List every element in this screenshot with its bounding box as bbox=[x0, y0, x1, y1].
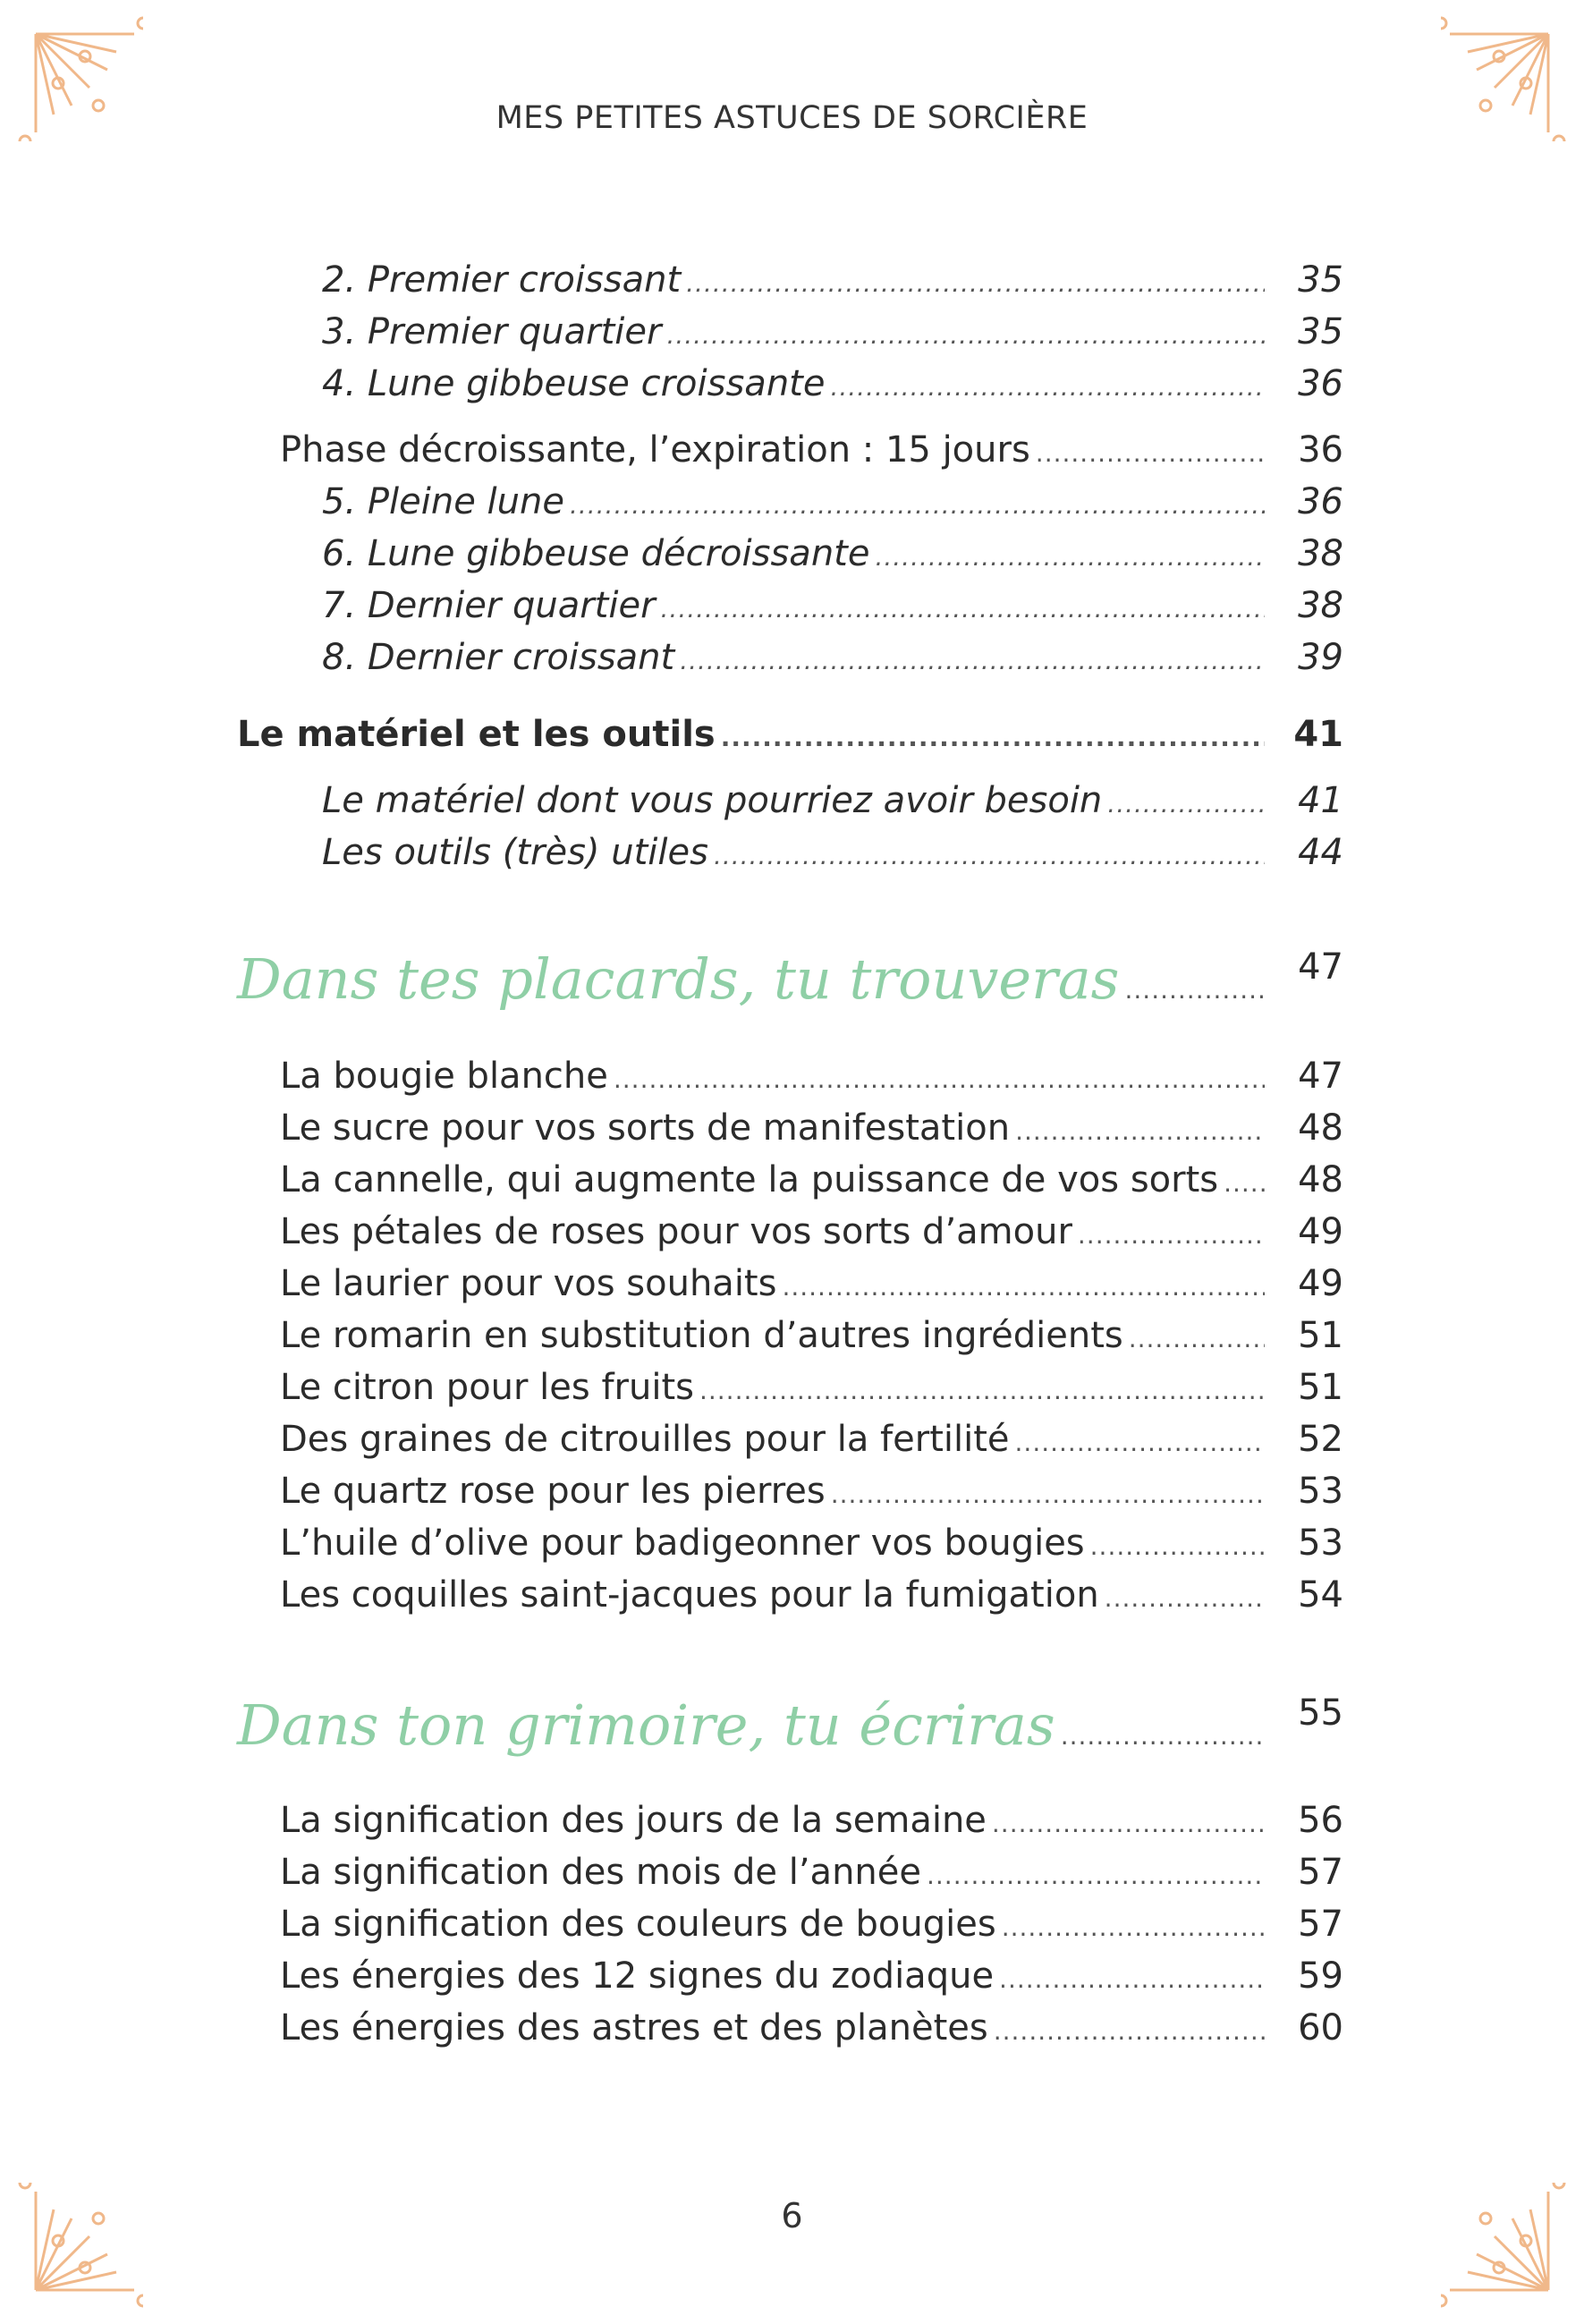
toc-entry[interactable] bbox=[280, 2007, 1343, 2048]
dot-leader bbox=[1105, 1583, 1265, 1613]
toc-entry[interactable] bbox=[280, 1852, 1343, 1893]
toc-entry-label: Les énergies des 12 signes du zodiaque bbox=[280, 1955, 995, 1997]
section-title: Dans tes placards, tu trouveras bbox=[237, 946, 1120, 1012]
toc-entry-page: 57 bbox=[1298, 1852, 1343, 1893]
toc-entry[interactable] bbox=[280, 429, 1343, 471]
dot-leader bbox=[1224, 1168, 1265, 1198]
dot-leader bbox=[927, 1861, 1265, 1890]
toc-chapter[interactable] bbox=[237, 714, 1343, 755]
toc-section-heading[interactable] bbox=[237, 1692, 1343, 1758]
dot-leader bbox=[875, 542, 1265, 572]
toc-entry-page: 47 bbox=[1298, 946, 1343, 988]
toc-entry-page: 35 bbox=[1298, 259, 1343, 301]
toc-entry-page: 52 bbox=[1298, 1419, 1343, 1460]
toc-entry[interactable] bbox=[322, 637, 1343, 678]
toc-entry-page: 59 bbox=[1298, 1955, 1343, 1997]
toc-entry[interactable] bbox=[280, 1419, 1343, 1460]
toc-entry[interactable] bbox=[280, 1367, 1343, 1408]
toc-entry-label: Le citron pour les fruits bbox=[280, 1367, 694, 1408]
toc-entry-page: 48 bbox=[1298, 1159, 1343, 1200]
toc-entry-page: 57 bbox=[1298, 1904, 1343, 1945]
toc-entry[interactable] bbox=[280, 1315, 1343, 1356]
toc-entry-label: Phase décroissante, l’expiration : 15 jours bbox=[280, 429, 1030, 471]
toc-entry-page: 36 bbox=[1298, 363, 1343, 404]
toc-entry-page: 38 bbox=[1298, 585, 1343, 626]
toc-entry-page: 51 bbox=[1298, 1367, 1343, 1408]
toc-entry-page: 47 bbox=[1298, 1056, 1343, 1097]
toc-entry-page: 49 bbox=[1298, 1211, 1343, 1252]
toc-entry-label: 6. Lune gibbeuse décroissante bbox=[322, 533, 870, 574]
dot-leader bbox=[830, 372, 1265, 402]
toc-entry[interactable] bbox=[280, 1211, 1343, 1252]
toc-entry-page: 35 bbox=[1298, 311, 1343, 352]
toc-entry-page: 36 bbox=[1298, 429, 1343, 471]
toc-entry[interactable] bbox=[322, 481, 1343, 522]
dot-leader bbox=[1078, 1220, 1265, 1250]
dot-leader bbox=[1002, 1913, 1265, 1942]
toc-entry-label: Les coquilles saint-jacques pour la fumigation bbox=[280, 1574, 1099, 1616]
toc-section-heading[interactable] bbox=[237, 946, 1343, 1012]
toc-entry[interactable] bbox=[322, 259, 1343, 301]
running-head: MES PETITES ASTUCES DE SORCIÈRE bbox=[496, 100, 1088, 136]
toc-entry[interactable] bbox=[280, 1522, 1343, 1564]
toc-entry-label: 5. Pleine lune bbox=[322, 481, 564, 522]
toc-entry-label: 4. Lune gibbeuse croissante bbox=[322, 363, 826, 404]
dot-leader bbox=[680, 646, 1265, 675]
dot-leader bbox=[782, 1272, 1265, 1302]
toc-entry[interactable] bbox=[322, 780, 1343, 821]
toc-entry[interactable] bbox=[280, 1574, 1343, 1616]
dot-leader bbox=[1129, 1324, 1265, 1353]
toc-entry-label: Le quartz rose pour les pierres bbox=[280, 1471, 826, 1512]
toc-entry[interactable] bbox=[280, 1471, 1343, 1512]
dot-leader bbox=[614, 1064, 1265, 1094]
toc-entry-label: Les outils (très) utiles bbox=[322, 832, 708, 873]
toc-entry-label: Le laurier pour vos souhaits bbox=[280, 1263, 777, 1304]
toc-entry[interactable] bbox=[280, 1955, 1343, 1997]
dot-leader bbox=[714, 841, 1265, 870]
toc-entry[interactable] bbox=[280, 1800, 1343, 1841]
toc-entry-label: Le romarin en substitution d’autres ingrédients bbox=[280, 1315, 1123, 1356]
toc-entry-label: La signification des mois de l’année bbox=[280, 1852, 921, 1893]
toc-entry-page: 39 bbox=[1298, 637, 1343, 678]
toc-entry-label: Le matériel dont vous pourriez avoir besoin bbox=[322, 780, 1103, 821]
toc-entry[interactable] bbox=[322, 585, 1343, 626]
toc-entry-page: 36 bbox=[1298, 481, 1343, 522]
dot-leader bbox=[570, 490, 1265, 520]
toc-entry[interactable] bbox=[280, 1263, 1343, 1304]
toc-entry-page: 41 bbox=[1298, 780, 1343, 821]
page-number: 6 bbox=[781, 2196, 803, 2235]
dot-leader bbox=[699, 1376, 1265, 1405]
toc-entry-label: L’huile d’olive pour badigeonner vos bougies bbox=[280, 1522, 1085, 1564]
dot-leader bbox=[666, 320, 1265, 350]
toc-entry[interactable] bbox=[322, 311, 1343, 352]
toc-entry[interactable] bbox=[322, 533, 1343, 574]
toc-entry[interactable] bbox=[280, 1904, 1343, 1945]
toc-entry-label: Des graines de citrouilles pour la fertilité bbox=[280, 1419, 1010, 1460]
toc-entry-label: Le sucre pour vos sorts de manifestation bbox=[280, 1107, 1011, 1149]
toc-entry-page: 53 bbox=[1298, 1522, 1343, 1564]
toc-entry-page: 56 bbox=[1298, 1800, 1343, 1841]
dot-leader bbox=[831, 1480, 1265, 1509]
toc-entry[interactable] bbox=[280, 1107, 1343, 1149]
dot-leader bbox=[994, 2016, 1265, 2046]
dot-leader bbox=[992, 1809, 1265, 1838]
toc-entry-label: La cannelle, qui augmente la puissance de vos sorts bbox=[280, 1159, 1219, 1200]
toc-entry-page: 48 bbox=[1298, 1107, 1343, 1149]
dot-leader bbox=[686, 268, 1265, 298]
toc-entry-page: 38 bbox=[1298, 533, 1343, 574]
toc-entry-label: 8. Dernier croissant bbox=[322, 637, 675, 678]
toc-entry-label: La bougie blanche bbox=[280, 1056, 608, 1097]
toc-entry-page: 41 bbox=[1293, 714, 1343, 755]
dot-leader bbox=[661, 594, 1265, 623]
dot-leader bbox=[721, 723, 1265, 752]
dot-leader bbox=[999, 1964, 1265, 1994]
toc-entry-page: 44 bbox=[1298, 832, 1343, 873]
dot-leader bbox=[1015, 1428, 1265, 1457]
dot-leader bbox=[1015, 1116, 1265, 1146]
dot-leader bbox=[1036, 438, 1265, 468]
toc-entry[interactable] bbox=[280, 1056, 1343, 1097]
section-title: Dans ton grimoire, tu écriras bbox=[237, 1692, 1055, 1758]
toc-entry[interactable] bbox=[280, 1159, 1343, 1200]
toc-entry-label: La signification des jours de la semaine bbox=[280, 1800, 987, 1841]
toc-entry-page: 55 bbox=[1298, 1692, 1343, 1734]
toc-entry[interactable] bbox=[322, 832, 1343, 873]
toc-entry-label: Le matériel et les outils bbox=[237, 714, 716, 755]
toc-entry-page: 51 bbox=[1298, 1315, 1343, 1356]
toc-entry-label: Les énergies des astres et des planètes bbox=[280, 2007, 988, 2048]
toc-entry-page: 53 bbox=[1298, 1471, 1343, 1512]
dot-leader bbox=[1061, 1721, 1265, 1751]
toc-entry-page: 60 bbox=[1298, 2007, 1343, 2048]
dot-leader bbox=[1090, 1531, 1265, 1561]
dot-leader bbox=[1125, 975, 1266, 1005]
toc-entry-label: 7. Dernier quartier bbox=[322, 585, 656, 626]
toc-entry-page: 49 bbox=[1298, 1263, 1343, 1304]
dot-leader bbox=[1107, 789, 1265, 818]
toc-entry[interactable] bbox=[322, 363, 1343, 404]
toc-entry-label: 3. Premier quartier bbox=[322, 311, 662, 352]
toc-entry-page: 54 bbox=[1298, 1574, 1343, 1616]
toc-entry-label: Les pétales de roses pour vos sorts d’amour bbox=[280, 1211, 1072, 1252]
toc-entry-label: La signification des couleurs de bougies bbox=[280, 1904, 996, 1945]
toc-entry-label: 2. Premier croissant bbox=[322, 259, 682, 301]
